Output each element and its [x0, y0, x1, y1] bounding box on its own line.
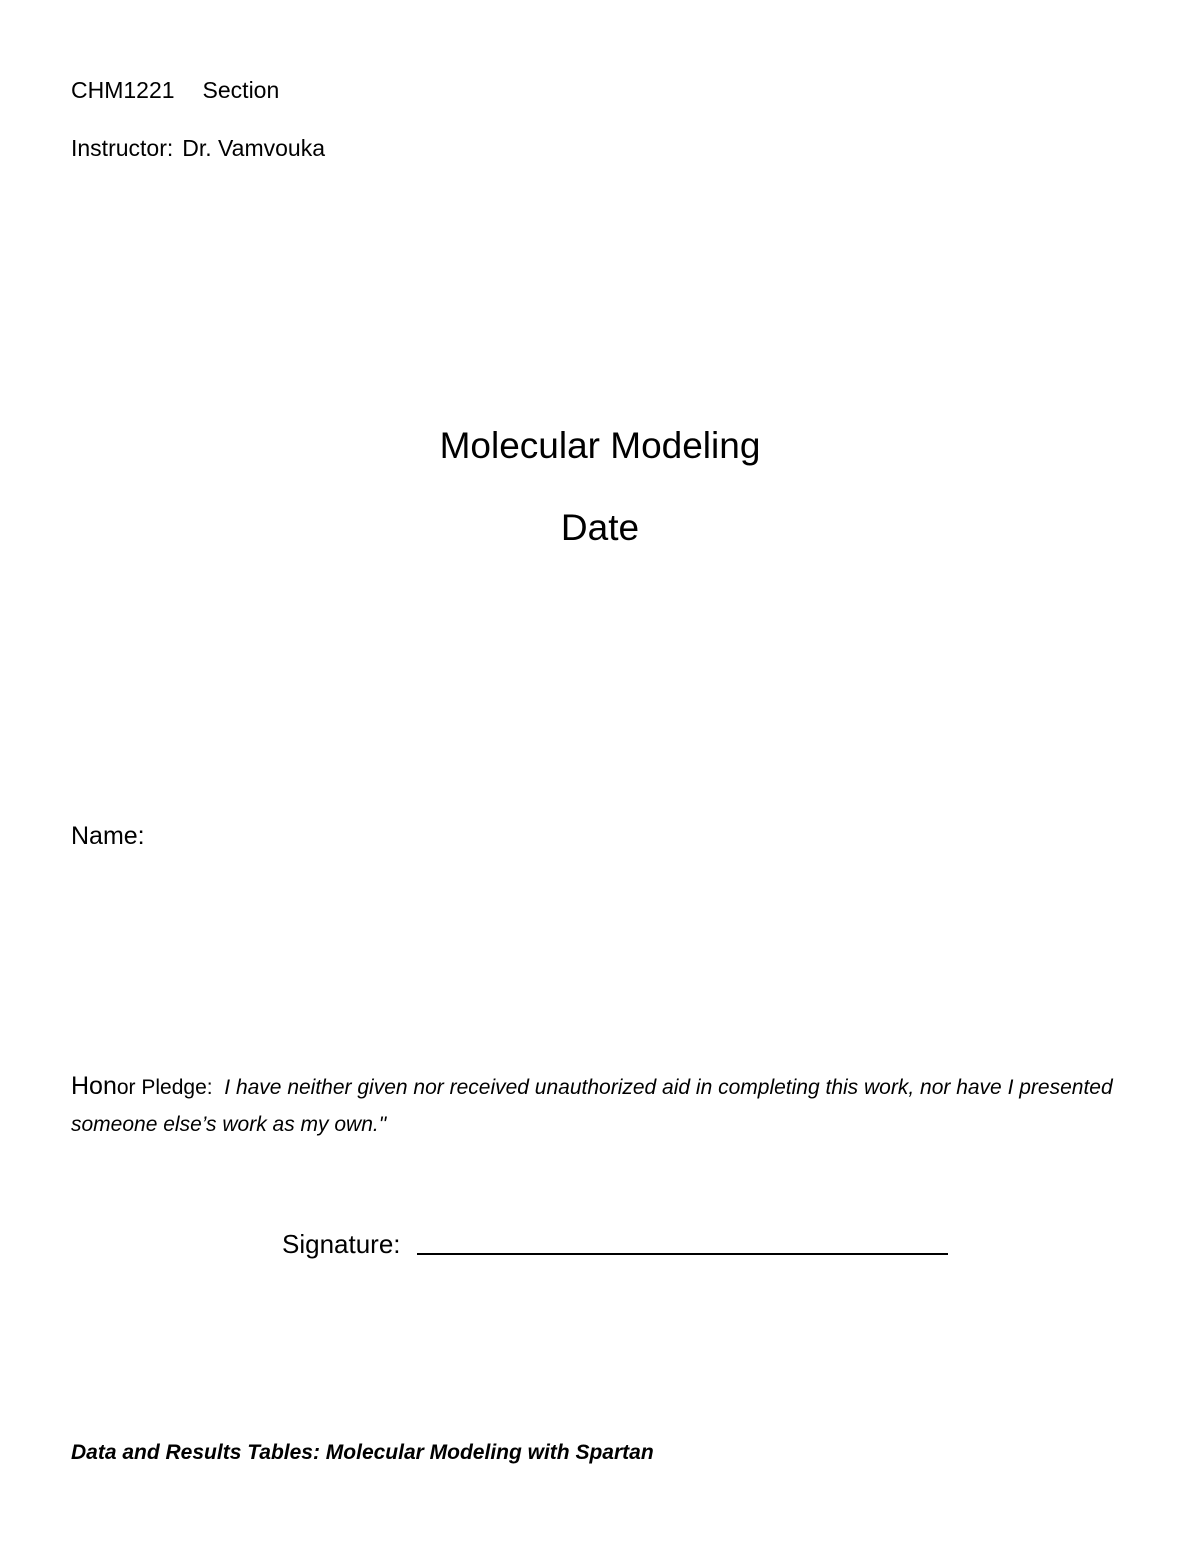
signature-label: Signature:	[282, 1229, 401, 1259]
course-header	[71, 76, 279, 104]
instructor-name: Dr. Vamvouka	[182, 135, 326, 161]
instructor-header	[71, 134, 325, 162]
page-title: Molecular Modeling	[439, 425, 761, 466]
course-code: CHM1221	[71, 77, 175, 103]
honor-pledge-label-rest: or Pledge:	[116, 1076, 213, 1099]
signature-line[interactable]	[417, 1253, 948, 1255]
honor-pledge-text: I have neither given nor received unauthorized aid in completing this work, nor have I presented someone else’s work as my own."	[71, 1076, 1113, 1136]
signature-block	[282, 1228, 948, 1260]
instructor-label: Instructor:	[71, 135, 174, 161]
name-label: Name:	[71, 822, 145, 850]
honor-pledge-label-start: Hon	[71, 1072, 117, 1100]
section-heading: Data and Results Tables: Molecular Modeling with Spartan	[71, 1441, 654, 1464]
honor-pledge	[71, 1068, 1146, 1143]
section-label: Section	[202, 77, 280, 103]
date-label: Date	[560, 507, 640, 548]
